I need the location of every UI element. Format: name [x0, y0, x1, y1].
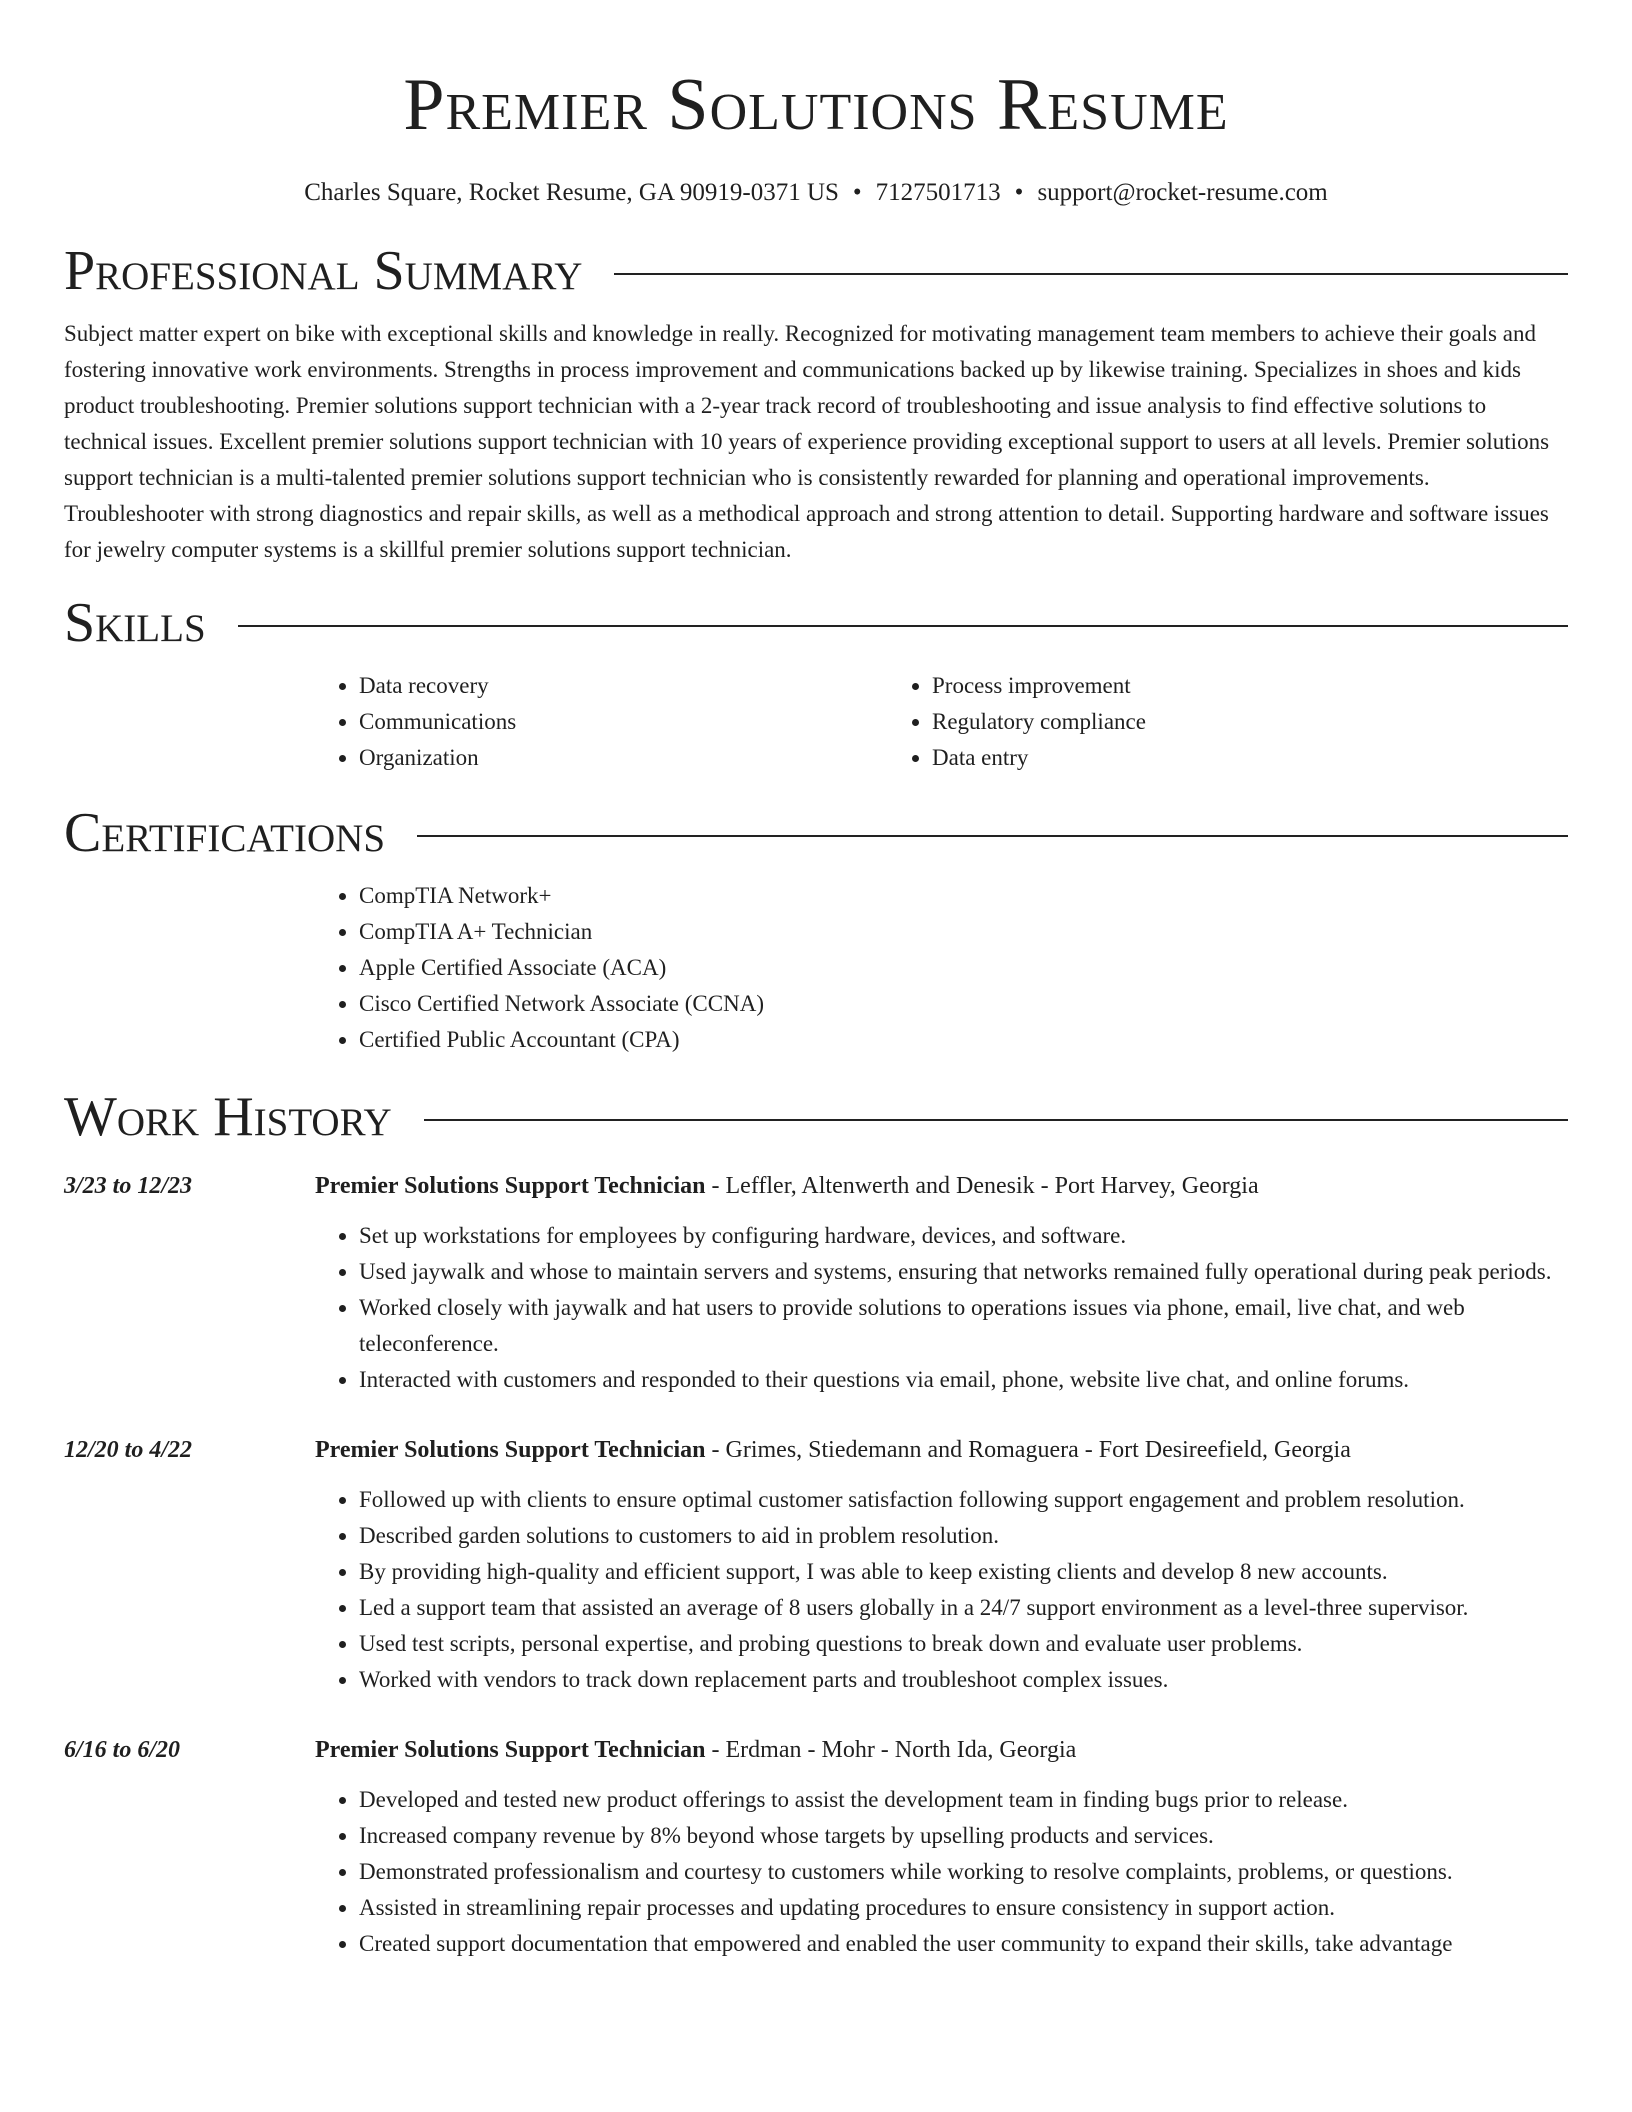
- job-bullet: • Worked closely with jaywalk and hat users to provide solutions to operations issues via phone, email, live chat, and web teleconference.: [359, 1290, 1568, 1362]
- certification-item: • Certified Public Accountant (CPA): [359, 1022, 1568, 1058]
- certifications-section-header: [64, 800, 1568, 866]
- summary-heading: Professional Summary: [64, 240, 583, 302]
- resume-title: Premier Solutions Resume: [403, 64, 1229, 146]
- job-bullet: • Led a support team that assisted an average of 8 users globally in a 24/7 support environment as a level-three supervisor.: [359, 1590, 1568, 1626]
- job-title-line: [315, 1168, 1568, 1204]
- job-bullet: • Used test scripts, personal expertise, and probing questions to break down and evaluate user problems.: [359, 1626, 1568, 1662]
- job-bullet: • Created support documentation that empowered and enabled the user community to expand their skills, take advantage: [359, 1926, 1568, 1962]
- job-bullets: [315, 1218, 1568, 1398]
- job-bullets: [315, 1782, 1568, 1962]
- contact-separator: •: [852, 179, 862, 206]
- skills-column-left: [315, 668, 888, 776]
- summary-section-header: [64, 238, 1568, 304]
- section-divider: [417, 835, 1568, 837]
- job-bullet: • Used jaywalk and whose to maintain servers and systems, ensuring that networks remained fully operational during peak periods.: [359, 1254, 1568, 1290]
- skill-item: • Regulatory compliance: [932, 704, 1461, 740]
- job-details: [315, 1168, 1568, 1398]
- job-dates: 6/16 to 6/20: [64, 1737, 181, 1763]
- job-dates: 12/20 to 4/22: [64, 1437, 193, 1463]
- job-bullet: • Worked with vendors to track down replacement parts and troubleshoot complex issues.: [359, 1662, 1568, 1698]
- job-entry: [64, 1432, 1568, 1698]
- work-section-header: [64, 1084, 1568, 1150]
- section-divider: [424, 1119, 1568, 1121]
- skill-item: • Communications: [359, 704, 888, 740]
- job-employer: - Erdman - Mohr - North Ida, Georgia: [705, 1737, 1077, 1763]
- contact-address: Charles Square, Rocket Resume, GA 90919-0371 US: [304, 179, 839, 206]
- job-bullet: • Assisted in streamlining repair processes and updating procedures to ensure consistency in support action.: [359, 1890, 1568, 1926]
- job-details: [315, 1732, 1568, 1962]
- work-heading: Work History: [64, 1086, 392, 1148]
- job-details: [315, 1432, 1568, 1698]
- skills-heading: Skills: [64, 592, 206, 654]
- section-divider: [238, 625, 1568, 627]
- job-bullet: • Interacted with customers and responded to their questions via email, phone, website live chat, and online forums.: [359, 1362, 1568, 1398]
- section-divider: [614, 273, 1568, 275]
- skills-list: [315, 668, 1568, 776]
- contact-line: [64, 178, 1568, 208]
- job-bullet: • Developed and tested new product offerings to assist the development team in finding bugs prior to release.: [359, 1782, 1568, 1818]
- job-role: Premier Solutions Support Technician: [315, 1173, 706, 1199]
- certifications-list: [315, 878, 1568, 1058]
- job-employer: - Leffler, Altenwerth and Denesik - Port Harvey, Georgia: [705, 1173, 1259, 1199]
- skills-section-header: [64, 590, 1568, 656]
- certification-item: • CompTIA Network+: [359, 878, 1568, 914]
- certification-item: • Apple Certified Associate (ACA): [359, 950, 1568, 986]
- contact-separator: •: [1014, 179, 1024, 206]
- skill-item: • Process improvement: [932, 668, 1461, 704]
- skills-column-right: [888, 668, 1461, 776]
- job-bullet: • Increased company revenue by 8% beyond whose targets by upselling products and services.: [359, 1818, 1568, 1854]
- job-role: Premier Solutions Support Technician: [315, 1737, 706, 1763]
- skill-item: • Data entry: [932, 740, 1461, 776]
- job-bullet: • Demonstrated professionalism and courtesy to customers while working to resolve complaints, problems, or questions.: [359, 1854, 1568, 1890]
- job-bullet: • Described garden solutions to customers to aid in problem resolution.: [359, 1518, 1568, 1554]
- job-bullet: • By providing high-quality and efficient support, I was able to keep existing clients and develop 8 new accounts.: [359, 1554, 1568, 1590]
- certification-item: • Cisco Certified Network Associate (CCNA): [359, 986, 1568, 1022]
- job-bullet: • Set up workstations for employees by configuring hardware, devices, and software.: [359, 1218, 1568, 1254]
- contact-phone: 7127501713: [875, 179, 1001, 206]
- skill-item: • Data recovery: [359, 668, 888, 704]
- job-bullets: [315, 1482, 1568, 1698]
- job-entry: [64, 1168, 1568, 1398]
- contact-email: support@rocket-resume.com: [1037, 179, 1328, 206]
- job-title-line: [315, 1432, 1568, 1468]
- job-entry: [64, 1732, 1568, 1962]
- certifications-heading: Certifications: [64, 802, 386, 864]
- job-title-line: [315, 1732, 1568, 1768]
- certification-item: • CompTIA A+ Technician: [359, 914, 1568, 950]
- job-role: Premier Solutions Support Technician: [315, 1437, 706, 1463]
- summary-text: Subject matter expert on bike with exceptional skills and knowledge in really. Recognized for motivating management team members to achieve their goals and fostering innovative work environments. Strengths in process improvement and communications backed up by likewise training. Specializes in shoes and kids product troubleshooting. Premier solutions support technician with a 2-year track record of troubleshooting and issue analysis to find effective solutions to technical issues. Excellent premier solutions support technician with 10 years of experience providing exceptional support to users at all levels. Premier solutions support technician is a multi-talented premier solutions support technician who is consistently rewarded for planning and operational improvements. Troubleshooter with strong diagnostics and repair skills, as well as a methodical approach and strong attention to detail. Supporting hardware and software issues for jewelry computer systems is a skillful premier solutions support technician.: [64, 321, 1550, 562]
- job-bullet: • Followed up with clients to ensure optimal customer satisfaction following support engagement and problem resolution.: [359, 1482, 1568, 1518]
- job-dates: 3/23 to 12/23: [64, 1173, 193, 1199]
- skill-item: • Organization: [359, 740, 888, 776]
- job-employer: - Grimes, Stiedemann and Romaguera - Fort Desireefield, Georgia: [705, 1437, 1351, 1463]
- resume-page: [64, 0, 1568, 1962]
